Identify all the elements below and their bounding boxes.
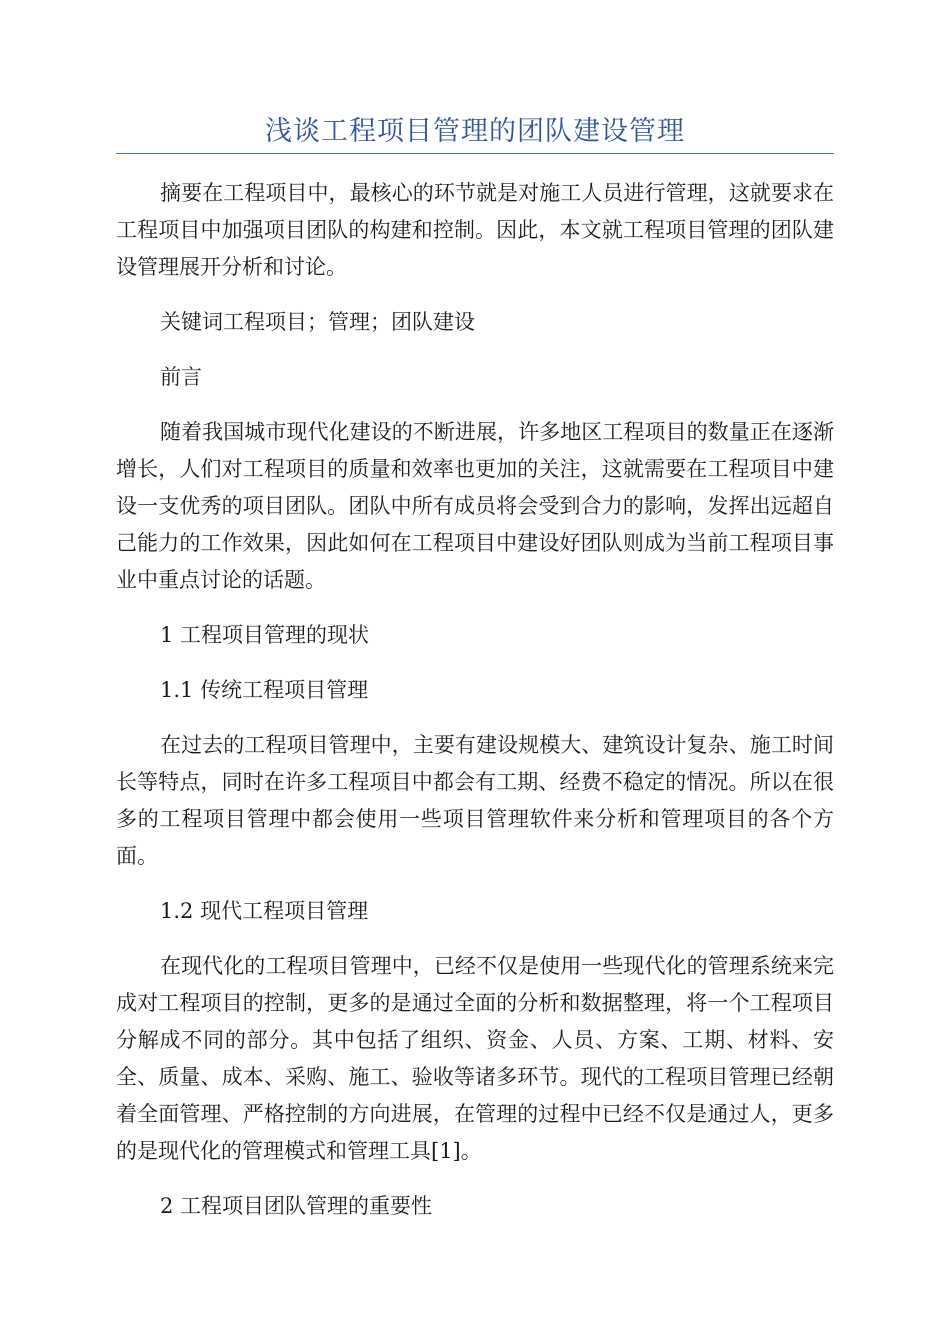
document-body: [116, 175, 834, 1225]
document-title: 浅谈工程项目管理的团队建设管理: [265, 116, 685, 147]
title-underline: [116, 153, 834, 154]
section-1-1-paragraph: 在过去的工程项目管理中，主要有建设规模大、建筑设计复杂、施工时间长等特点，同时在许多工程项目中都会有工期、经费不稳定的情况。所以在很多的工程项目管理中都会使用一些项目管理软件来分析和管理项目的各个方面。: [116, 733, 834, 868]
section-1-1-heading: 1.1 传统工程项目管理: [160, 678, 369, 702]
section-1-2-heading: 1.2 现代工程项目管理: [160, 899, 369, 923]
preface-paragraph: 随着我国城市现代化建设的不断进展，许多地区工程项目的数量正在逐渐增长，人们对工程项目的质量和效率也更加的关注，这就需要在工程项目中建设一支优秀的项目团队。团队中所有成员将会受到合力的影响，发挥出远超自己能力的工作效果，因此如何在工程项目中建设好团队则成为当前工程项目事业中重点讨论的话题。: [116, 420, 834, 592]
section-1-2-paragraph: 在现代化的工程项目管理中，已经不仅是使用一些现代化的管理系统来完成对工程项目的控制，更多的是通过全面的分析和数据整理，将一个工程项目分解成不同的部分。其中包括了组织、资金、人员、方案、工期、材料、安全、质量、成本、采购、施工、验收等诸多环节。现代的工程项目管理已经朝着全面管理、严格控制的方向进展，在管理的过程中已经不仅是通过人，更多的是现代化的管理模式和管理工具[1]。: [116, 954, 834, 1163]
section-2-heading: 2 工程项目团队管理的重要性: [160, 1194, 433, 1218]
abstract-paragraph: 摘要在工程项目中，最核心的环节就是对施工人员进行管理，这就要求在工程项目中加强项目团队的构建和控制。因此，本文就工程项目管理的团队建设管理展开分析和讨论。: [116, 181, 834, 279]
keywords-line: 关键词工程项目；管理；团队建设: [160, 310, 475, 334]
preface-heading: 前言: [160, 365, 202, 389]
section-1-heading: 1 工程项目管理的现状: [160, 623, 370, 647]
